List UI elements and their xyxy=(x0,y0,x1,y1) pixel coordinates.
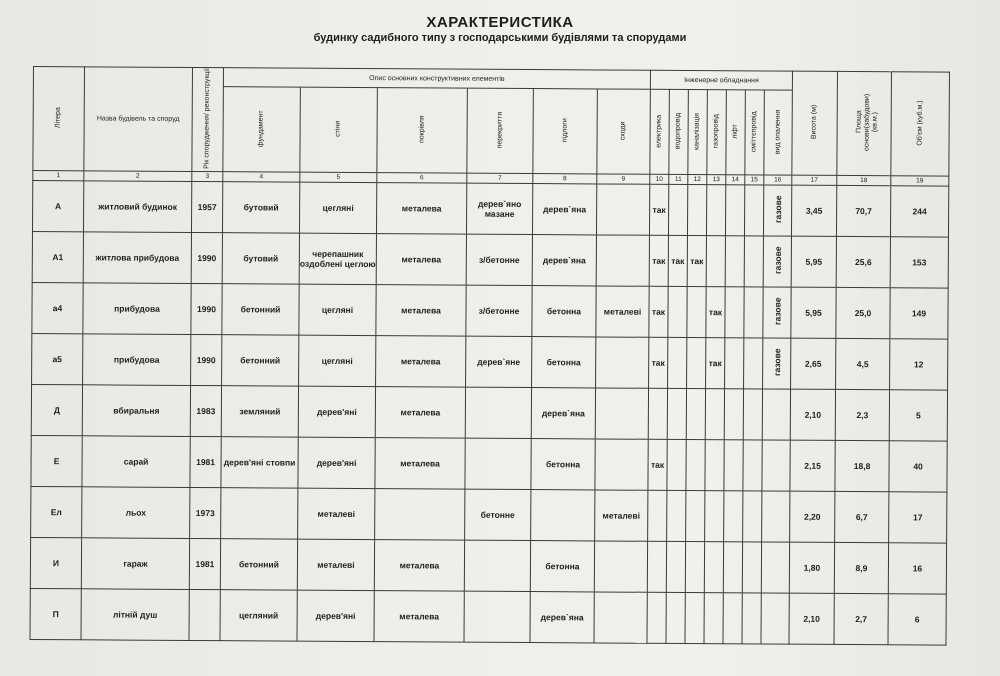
table-row xyxy=(32,282,948,339)
table-row xyxy=(32,180,948,237)
cell-water xyxy=(666,592,685,643)
cell-roof: металева xyxy=(375,386,465,438)
cell-sewer xyxy=(687,337,706,388)
cell-area: 6,7 xyxy=(835,491,889,542)
cell-overlap: бетонне xyxy=(465,489,531,540)
table-row xyxy=(31,486,947,543)
column-number: 5 xyxy=(300,172,377,182)
cell-sewer xyxy=(686,490,705,541)
cell-overlap: з/бетонне xyxy=(466,234,532,285)
cell-foundation: бутовий xyxy=(222,233,299,284)
cell-garbage xyxy=(743,389,762,440)
cell-volume: 149 xyxy=(890,288,948,339)
cell-name: льох xyxy=(82,487,190,539)
cell-height: 2,10 xyxy=(790,389,835,440)
table-row xyxy=(32,231,948,288)
cell-garbage xyxy=(744,236,763,287)
cell-stairs: металеві xyxy=(596,286,649,337)
cell-heating xyxy=(761,593,789,644)
cell-floors: бетонна xyxy=(532,285,596,336)
cell-height: 2,10 xyxy=(789,593,834,644)
cell-litera: Ел xyxy=(31,486,82,537)
cell-area: 70,7 xyxy=(836,185,890,236)
cell-year: 1990 xyxy=(191,283,222,334)
cell-area: 2,7 xyxy=(834,593,888,644)
cell-sewer xyxy=(685,592,704,643)
table-row xyxy=(30,588,946,645)
cell-gas-pipe xyxy=(706,235,725,286)
cell-name: прибудова xyxy=(83,283,191,335)
cell-walls: металеві xyxy=(298,488,375,539)
column-number: 8 xyxy=(533,173,597,183)
cell-height: 5,95 xyxy=(791,236,836,287)
table-row xyxy=(31,384,947,441)
header-gas-pipe: газопровід xyxy=(707,90,727,175)
characteristics-table xyxy=(29,66,949,645)
cell-area: 18,8 xyxy=(835,440,889,491)
cell-heating xyxy=(762,491,790,542)
cell-year: 1973 xyxy=(190,487,221,538)
header-litera: Літера xyxy=(33,67,85,171)
cell-garbage xyxy=(744,338,763,389)
header-roof: покрівля xyxy=(377,88,468,173)
cell-gas-pipe xyxy=(705,388,724,439)
cell-gas-pipe xyxy=(704,541,723,592)
header-height: Висота (м) xyxy=(792,71,838,175)
cell-foundation: бетонний xyxy=(222,284,299,335)
cell-overlap: дерев`яно мазане xyxy=(466,183,532,234)
cell-electric: так xyxy=(649,235,668,286)
column-number: 19 xyxy=(891,176,949,186)
cell-walls: металеві xyxy=(297,539,374,590)
cell-overlap xyxy=(464,591,530,642)
cell-litera: а4 xyxy=(32,282,83,333)
header-heating: вид опалення xyxy=(764,90,793,175)
cell-year: 1981 xyxy=(190,436,221,487)
cell-electric xyxy=(647,541,666,592)
cell-electric: так xyxy=(649,286,668,337)
cell-lift xyxy=(724,491,743,542)
cell-gas-pipe xyxy=(705,490,724,541)
cell-foundation: бетонний xyxy=(222,335,299,386)
header-foundation: фундамент xyxy=(223,87,301,172)
cell-garbage xyxy=(742,542,761,593)
column-number: 14 xyxy=(726,175,745,185)
cell-walls: цегляні xyxy=(299,284,376,335)
cell-sewer xyxy=(686,439,705,490)
header-floors: підлоги xyxy=(533,89,598,174)
cell-year: 1981 xyxy=(189,538,220,589)
cell-name: вбиральня xyxy=(82,385,190,437)
header-name: Назва будівель та споруд xyxy=(84,67,193,172)
cell-foundation xyxy=(221,488,298,539)
cell-walls: цегляні xyxy=(299,335,376,386)
cell-floors xyxy=(531,489,595,540)
cell-stairs xyxy=(596,184,649,235)
cell-electric xyxy=(647,592,666,643)
cell-year: 1990 xyxy=(191,334,222,385)
cell-stairs xyxy=(595,388,648,439)
cell-floors: бетонна xyxy=(532,336,596,387)
cell-sewer xyxy=(687,184,706,235)
cell-stairs xyxy=(596,235,649,286)
header-water: водопровід xyxy=(669,90,689,175)
cell-lift xyxy=(725,287,744,338)
cell-electric xyxy=(648,388,667,439)
cell-heating: газове xyxy=(763,338,791,389)
cell-area: 8,9 xyxy=(834,542,888,593)
cell-name: прибудова xyxy=(83,334,191,386)
cell-gas-pipe xyxy=(704,592,723,643)
table-body xyxy=(30,180,949,645)
cell-sewer: так xyxy=(687,235,706,286)
header-lift: ліфт xyxy=(726,90,746,175)
cell-floors: бетонна xyxy=(531,438,595,489)
header-overlap: перекриття xyxy=(467,89,534,174)
cell-electric: так xyxy=(649,337,668,388)
cell-name: житловий будинок xyxy=(83,181,191,233)
cell-water xyxy=(666,541,685,592)
cell-walls: дерев'яні xyxy=(298,386,375,437)
cell-roof xyxy=(375,488,465,540)
cell-roof: металева xyxy=(376,284,466,336)
column-number: 16 xyxy=(764,175,792,185)
cell-foundation: бетонний xyxy=(220,539,297,590)
cell-area: 2,3 xyxy=(835,389,889,440)
cell-floors: дерев`яна xyxy=(532,183,596,234)
cell-name: гараж xyxy=(81,538,189,590)
cell-lift xyxy=(725,185,744,236)
cell-heating xyxy=(762,389,790,440)
cell-floors: дерев`яна xyxy=(530,591,594,642)
column-number: 17 xyxy=(792,175,837,185)
cell-water xyxy=(667,490,686,541)
header-construction-group: Опис основних конструктивних елементів xyxy=(223,68,650,90)
cell-water xyxy=(668,286,687,337)
cell-litera: П xyxy=(30,588,81,639)
cell-stairs xyxy=(594,541,647,592)
cell-roof: металева xyxy=(376,233,466,285)
cell-gas-pipe: так xyxy=(706,286,725,337)
cell-sewer xyxy=(687,286,706,337)
column-number: 11 xyxy=(669,174,688,184)
cell-roof: металева xyxy=(375,437,465,489)
cell-floors: дерев`яна xyxy=(532,234,596,285)
cell-roof: металева xyxy=(374,539,464,591)
cell-garbage xyxy=(743,491,762,542)
table-row xyxy=(31,435,947,492)
cell-height: 1,80 xyxy=(789,542,834,593)
header-garbage: сміттєпровід xyxy=(745,90,765,175)
cell-heating xyxy=(761,542,789,593)
cell-volume: 5 xyxy=(889,390,947,441)
column-number: 1 xyxy=(33,170,84,180)
cell-foundation: бутовий xyxy=(222,182,299,233)
cell-lift xyxy=(723,542,742,593)
cell-roof: металева xyxy=(376,182,466,234)
cell-walls: дерев'яні xyxy=(298,437,375,488)
cell-overlap: дерев`яне xyxy=(466,336,532,387)
header-walls: стіни xyxy=(300,88,378,173)
cell-overlap: з/бетонне xyxy=(466,285,532,336)
cell-name: літній душ xyxy=(81,589,189,641)
cell-walls: цегляні xyxy=(299,182,376,233)
cell-volume: 16 xyxy=(888,543,946,594)
header-area: Площа основи(забудови) (кв.м.) xyxy=(837,71,892,175)
cell-stairs: металеві xyxy=(595,490,648,541)
cell-water: так xyxy=(668,235,687,286)
cell-litera: А xyxy=(32,180,83,231)
cell-overlap xyxy=(464,540,530,591)
header-sewer: каналізація xyxy=(688,90,708,175)
cell-gas-pipe xyxy=(705,439,724,490)
column-number: 6 xyxy=(377,172,467,183)
cell-lift xyxy=(724,389,743,440)
cell-name: сарай xyxy=(82,436,190,488)
cell-garbage xyxy=(744,287,763,338)
cell-heating: газове xyxy=(763,185,791,236)
column-number: 13 xyxy=(707,174,726,184)
column-number: 7 xyxy=(467,173,533,183)
cell-garbage xyxy=(743,440,762,491)
cell-garbage xyxy=(744,185,763,236)
document-title: ХАРАКТЕРИСТИКА xyxy=(426,14,574,31)
cell-foundation: цегляний xyxy=(220,590,297,641)
cell-electric xyxy=(648,490,667,541)
column-number: 15 xyxy=(745,175,764,185)
cell-volume: 17 xyxy=(889,492,947,543)
cell-volume: 12 xyxy=(890,339,948,390)
cell-gas-pipe xyxy=(706,184,725,235)
column-number: 12 xyxy=(688,174,707,184)
cell-litera: Д xyxy=(31,384,82,435)
cell-heating: газове xyxy=(763,236,791,287)
cell-name: житлова прибудова xyxy=(83,232,191,284)
header-year: Рік спорудження/ реконструкції xyxy=(192,67,224,171)
cell-year: 1957 xyxy=(191,181,222,232)
cell-area: 25,0 xyxy=(836,287,890,338)
cell-volume: 153 xyxy=(890,237,948,288)
cell-height: 3,45 xyxy=(791,185,836,236)
cell-stairs xyxy=(594,592,647,643)
cell-height: 2,20 xyxy=(790,491,835,542)
column-number: 9 xyxy=(597,174,650,184)
cell-water xyxy=(667,439,686,490)
cell-year: 1983 xyxy=(190,385,221,436)
table-row xyxy=(32,333,948,390)
cell-gas-pipe: так xyxy=(706,337,725,388)
table-row xyxy=(30,537,946,594)
cell-lift xyxy=(723,593,742,644)
cell-garbage xyxy=(742,593,761,644)
cell-height: 2,15 xyxy=(790,440,835,491)
column-number: 2 xyxy=(84,171,192,182)
header-engineering-group: Інженерне обладнання xyxy=(650,70,792,90)
cell-height: 2,65 xyxy=(791,338,836,389)
cell-sewer xyxy=(685,541,704,592)
cell-litera: а5 xyxy=(32,333,83,384)
cell-heating xyxy=(762,440,790,491)
cell-walls: черепашник оздоблені цеглою xyxy=(299,233,376,284)
cell-water xyxy=(667,388,686,439)
cell-foundation: дерев'яні стовпи xyxy=(221,437,298,488)
cell-water xyxy=(668,184,687,235)
cell-litera: Е xyxy=(31,435,82,486)
cell-year xyxy=(189,589,220,640)
cell-electric: так xyxy=(649,184,668,235)
column-number: 3 xyxy=(192,171,223,181)
cell-height: 5,95 xyxy=(791,287,836,338)
cell-lift xyxy=(724,440,743,491)
cell-roof: металева xyxy=(376,335,466,387)
cell-electric: так xyxy=(648,439,667,490)
cell-volume: 6 xyxy=(888,594,946,645)
cell-foundation: земляний xyxy=(221,386,298,437)
cell-floors: дерев`яна xyxy=(531,387,595,438)
header-stairs: сходи xyxy=(597,89,651,174)
cell-year: 1990 xyxy=(191,232,222,283)
cell-litera: И xyxy=(30,537,81,588)
column-number: 10 xyxy=(650,174,669,184)
cell-water xyxy=(668,337,687,388)
cell-overlap xyxy=(465,387,531,438)
cell-area: 4,5 xyxy=(836,338,890,389)
cell-walls: дерев'яні xyxy=(297,590,374,641)
column-number: 4 xyxy=(223,172,300,182)
cell-overlap xyxy=(465,438,531,489)
cell-volume: 40 xyxy=(889,441,947,492)
cell-heating: газове xyxy=(763,287,791,338)
cell-roof: металева xyxy=(374,590,464,642)
cell-stairs xyxy=(596,337,649,388)
cell-sewer xyxy=(686,388,705,439)
header-electric: електрика xyxy=(650,90,670,175)
cell-lift xyxy=(725,236,744,287)
cell-volume: 244 xyxy=(890,186,948,237)
cell-litera: А1 xyxy=(32,231,83,282)
cell-floors: бетонна xyxy=(530,540,594,591)
header-volume: Об'єм (куб.м.) xyxy=(891,72,950,176)
cell-area: 25,6 xyxy=(836,236,890,287)
cell-lift xyxy=(725,338,744,389)
cell-stairs xyxy=(595,439,648,490)
document-subtitle: будинку садибного типу з господарськими будівлями та спорудами xyxy=(313,32,687,44)
column-number: 18 xyxy=(837,175,891,185)
